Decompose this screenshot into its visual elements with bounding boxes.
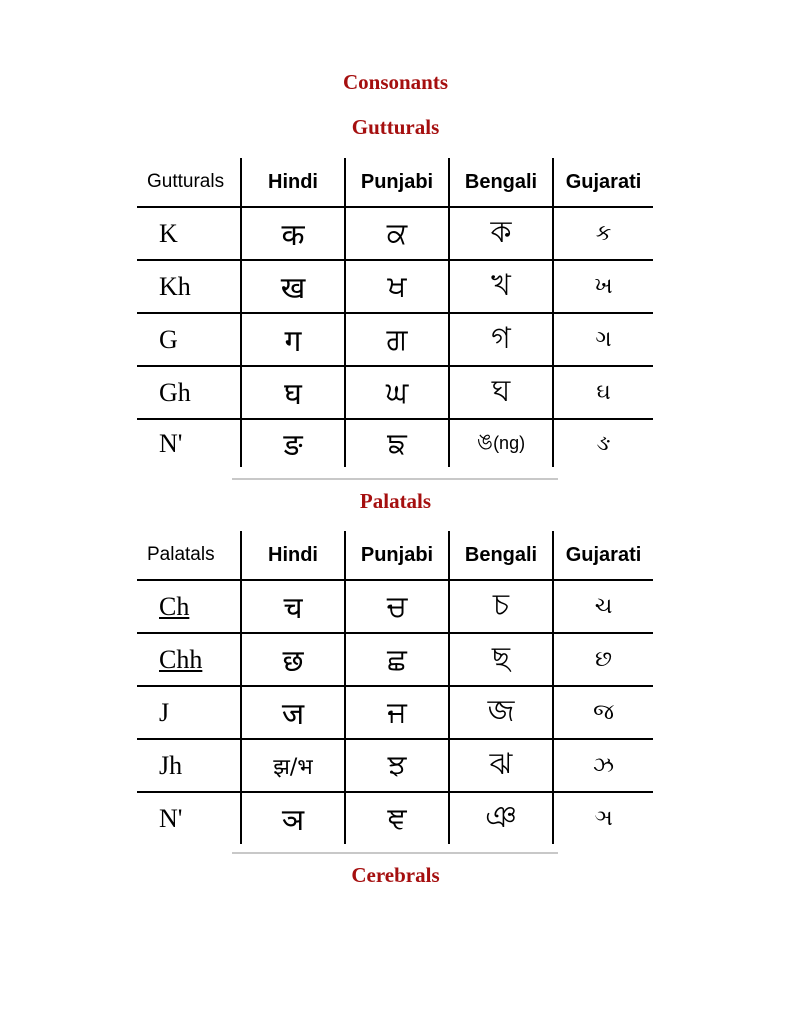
punjabi-letter: ਛ bbox=[345, 633, 449, 686]
roman-letter: Kh bbox=[137, 260, 241, 313]
hindi-letter: ञ bbox=[241, 792, 345, 844]
gujarati-letter: ક bbox=[553, 207, 653, 260]
column-header-gutturals: Gutturals bbox=[137, 158, 241, 207]
bengali-letter: খ bbox=[449, 260, 553, 313]
hindi-letter: ग bbox=[241, 313, 345, 366]
column-header-gujarati: Gujarati bbox=[553, 531, 653, 580]
gujarati-letter: ઝ bbox=[553, 739, 653, 792]
section-divider bbox=[232, 852, 558, 854]
gujarati-letter: જ bbox=[553, 686, 653, 739]
bengali-glyph: ঙ bbox=[476, 430, 494, 455]
column-header-bengali: Bengali bbox=[449, 531, 553, 580]
bengali-letter: ঞ bbox=[449, 792, 553, 844]
gujarati-letter: ઞ bbox=[553, 792, 653, 844]
roman-letter: N' bbox=[137, 792, 241, 844]
punjabi-letter: ਕ bbox=[345, 207, 449, 260]
section-heading-gutturals: Gutturals bbox=[351, 115, 440, 139]
table-row bbox=[137, 366, 653, 419]
table-row bbox=[137, 313, 653, 366]
roman-letter: N' bbox=[137, 419, 241, 467]
table-row bbox=[137, 633, 653, 686]
hindi-letter: ज bbox=[241, 686, 345, 739]
punjabi-letter: ਖ bbox=[345, 260, 449, 313]
roman-letter: J bbox=[137, 686, 241, 739]
section-heading-palatals: Palatals bbox=[359, 489, 432, 513]
column-header-punjabi: Punjabi bbox=[345, 158, 449, 207]
punjabi-letter: ਜ bbox=[345, 686, 449, 739]
roman-letter: Gh bbox=[137, 366, 241, 419]
section-divider bbox=[232, 478, 558, 480]
table-row bbox=[137, 419, 653, 467]
hindi-letter: ङ bbox=[241, 419, 345, 467]
gujarati-letter: ખ bbox=[553, 260, 653, 313]
table-row bbox=[137, 580, 653, 633]
punjabi-letter: ਞ bbox=[345, 792, 449, 844]
bengali-letter bbox=[449, 419, 553, 467]
hindi-letter: क bbox=[241, 207, 345, 260]
column-header-hindi: Hindi bbox=[241, 531, 345, 580]
gujarati-letter: ગ bbox=[553, 313, 653, 366]
table-row bbox=[137, 260, 653, 313]
table-row bbox=[137, 792, 653, 844]
gutturals-table bbox=[137, 158, 653, 467]
table-row bbox=[137, 739, 653, 792]
bengali-note: (ng) bbox=[493, 433, 526, 453]
page-title: Consonants bbox=[342, 70, 449, 94]
table-header-row bbox=[137, 531, 653, 580]
table-row bbox=[137, 686, 653, 739]
section-heading-cerebrals: Cerebrals bbox=[351, 863, 440, 887]
table-row bbox=[137, 207, 653, 260]
hindi-letter: च bbox=[241, 580, 345, 633]
hindi-letter: छ bbox=[241, 633, 345, 686]
column-header-hindi: Hindi bbox=[241, 158, 345, 207]
palatals-table bbox=[137, 531, 653, 844]
bengali-letter: গ bbox=[449, 313, 553, 366]
bengali-letter: ঝ bbox=[449, 739, 553, 792]
column-header-gujarati: Gujarati bbox=[553, 158, 653, 207]
hindi-letter: घ bbox=[241, 366, 345, 419]
bengali-letter: ঘ bbox=[449, 366, 553, 419]
roman-letter: K bbox=[159, 218, 178, 248]
hindi-letter: झ/भ bbox=[241, 739, 345, 792]
bengali-letter: ছ bbox=[449, 633, 553, 686]
table-header-row bbox=[137, 158, 653, 207]
bengali-letter: চ bbox=[449, 580, 553, 633]
column-header-palatals: Palatals bbox=[137, 531, 241, 580]
roman-letter: Jh bbox=[137, 739, 241, 792]
punjabi-letter: ਝ bbox=[345, 739, 449, 792]
roman-letter bbox=[137, 633, 241, 686]
roman-letter bbox=[137, 580, 241, 633]
bengali-letter: ক bbox=[449, 207, 553, 260]
punjabi-letter: ਘ bbox=[345, 366, 449, 419]
roman-letter-text: Ch bbox=[159, 591, 190, 621]
gujarati-letter: ઙ bbox=[553, 419, 653, 467]
roman-letter: G bbox=[137, 313, 241, 366]
gujarati-letter: ચ bbox=[553, 580, 653, 633]
hindi-letter: ख bbox=[241, 260, 345, 313]
gujarati-letter: છ bbox=[553, 633, 653, 686]
punjabi-letter: ਚ bbox=[345, 580, 449, 633]
roman-letter-text: Chh bbox=[159, 644, 203, 674]
gujarati-letter: ઘ bbox=[553, 366, 653, 419]
bengali-letter: জ bbox=[449, 686, 553, 739]
punjabi-letter: ਗ bbox=[345, 313, 449, 366]
column-header-bengali: Bengali bbox=[449, 158, 553, 207]
column-header-punjabi: Punjabi bbox=[345, 531, 449, 580]
punjabi-letter: ਙ bbox=[345, 419, 449, 467]
